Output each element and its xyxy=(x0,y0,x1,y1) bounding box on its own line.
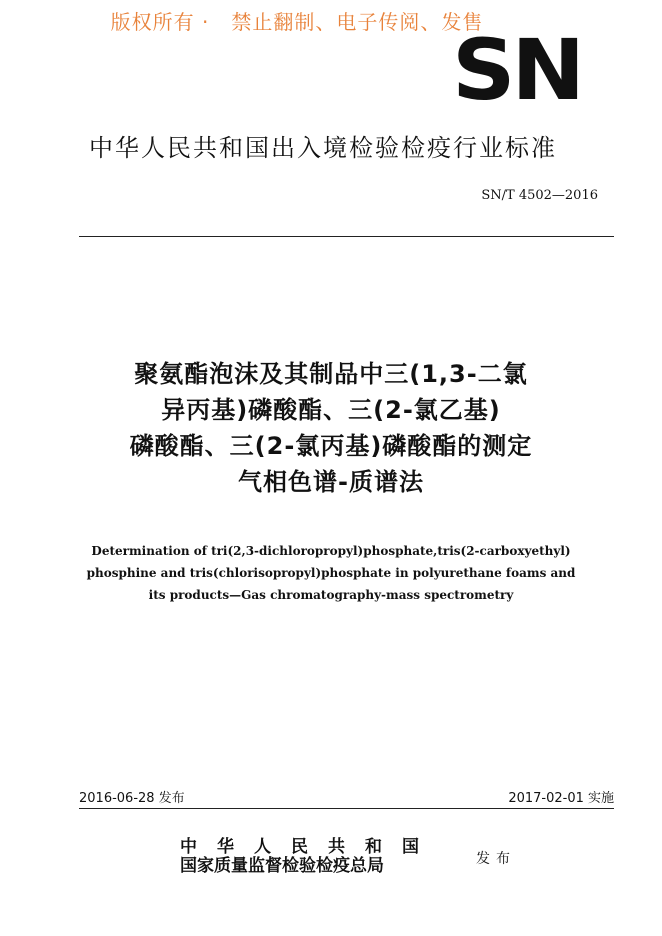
issuer-line-country: 中华人民共和国 xyxy=(180,837,439,857)
issue-label: 发布 xyxy=(476,851,516,867)
english-title-line: Determination of tri(2,3-dichloropropyl)phosphate,tris(2-carboxyethyl) xyxy=(91,544,571,558)
english-title-line: phosphine and tris(chlorisopropyl)phosphate in polyurethane foams and xyxy=(86,566,576,580)
chinese-title xyxy=(40,356,622,500)
header-divider xyxy=(79,236,614,237)
footer-divider xyxy=(79,808,614,809)
standard-number: SN/T 4502—2016 xyxy=(481,188,598,203)
issuing-authority xyxy=(180,838,480,876)
english-title-line: its products—Gas chromatography-mass spectrometry xyxy=(148,588,514,602)
english-title xyxy=(60,540,602,606)
sn-logo: SN xyxy=(452,21,581,119)
organization-title: 中华人民共和国出入境检验检疫行业标准 xyxy=(89,134,557,162)
chinese-title-line: 气相色谱-质谱法 xyxy=(238,468,424,496)
watermark-notice: 版权所有 · 禁止翻制、电子传阅、发售 xyxy=(110,10,484,34)
chinese-title-line: 磷酸酯、三(2-氯丙基)磷酸酯的测定 xyxy=(129,432,533,460)
implementation-date: 2017-02-01 实施 xyxy=(508,791,614,806)
publish-date: 2016-06-28 发布 xyxy=(79,791,185,806)
chinese-title-line: 异丙基)磷酸酯、三(2-氯乙基) xyxy=(161,396,501,424)
issuer-line-agency: 国家质量监督检验检疫总局 xyxy=(180,856,384,876)
chinese-title-line: 聚氨酯泡沫及其制品中三(1,3-二氯 xyxy=(134,360,528,388)
